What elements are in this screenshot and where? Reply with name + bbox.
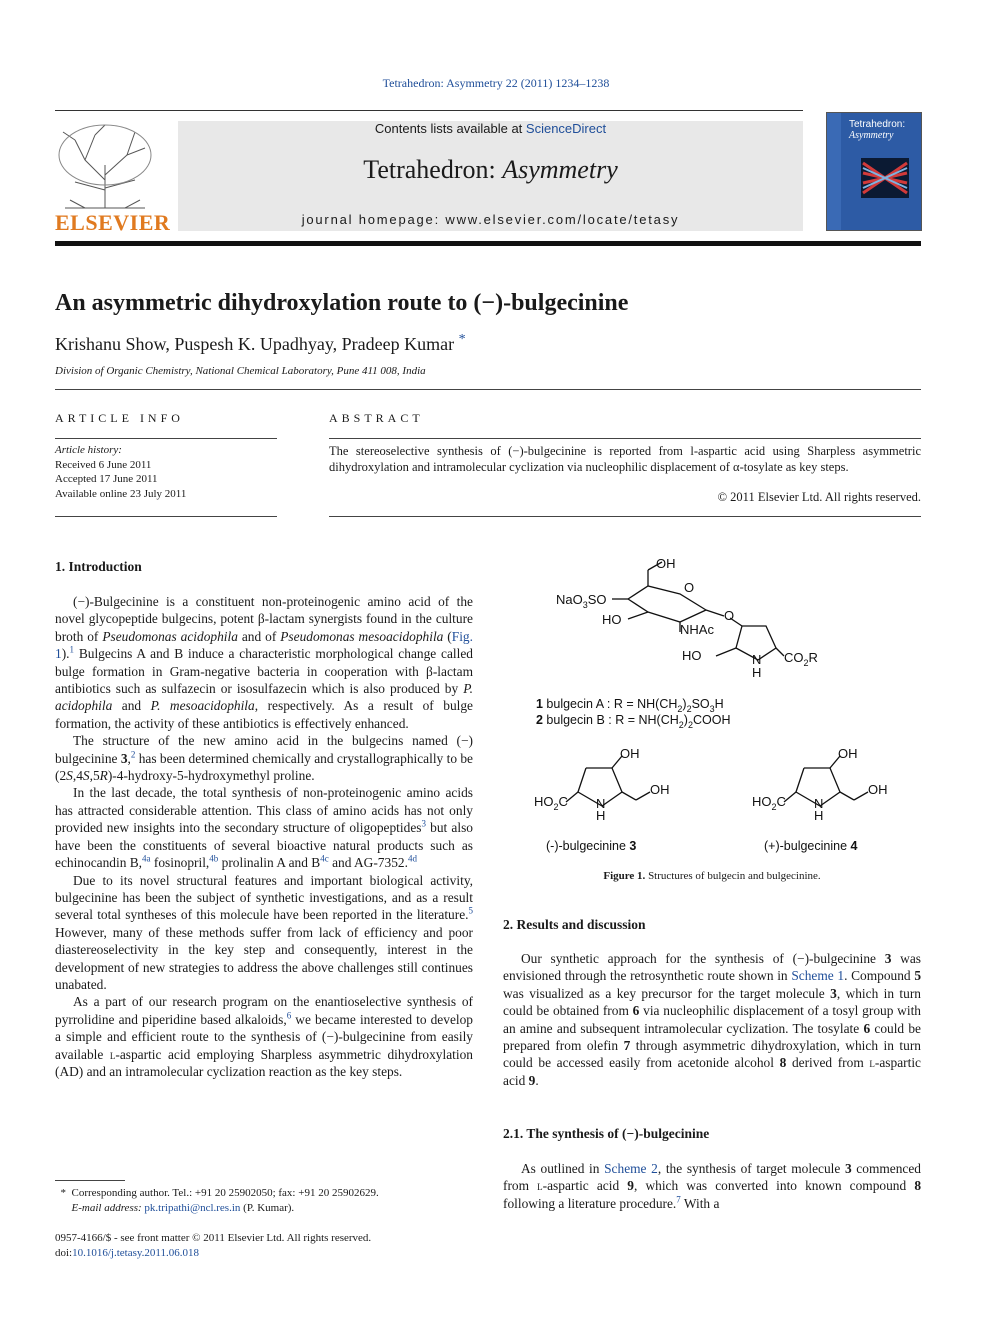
- section-heading-synthesis: 2.1. The synthesis of (−)-bulgecinine: [503, 1126, 710, 1141]
- issn-text: 0957-4166/$ - see front matter © 2011 Elsevier Ltd. All rights reserved.: [55, 1232, 372, 1244]
- atom-n-4: N: [814, 796, 824, 811]
- abstract-heading: ABSTRACT: [329, 411, 424, 425]
- corresponding-author-footnote: [55, 1186, 379, 1215]
- journal-title-italic: Asymmetry: [502, 155, 618, 184]
- abstract-copyright: © 2011 Elsevier Ltd. All rights reserved.: [717, 490, 921, 504]
- article-info-heading: ARTICLE INFO: [55, 411, 184, 425]
- doi-link[interactable]: 10.1016/j.tetasy.2011.06.018: [72, 1246, 200, 1259]
- email-suffix: (P. Kumar).: [240, 1201, 295, 1214]
- issn-block: [55, 1231, 371, 1260]
- introduction-body: [55, 593, 473, 1080]
- intro-paragraph-3: In the last decade, the total synthesis of non-proteinogenic amino acids has attracted considerable attention. This class of amino acids has not only provided new insights into the secondary structure of oligopeptides$^3$ but also have been the constituents of several bioactive natural products such as echinocandin B,$^{4a}$ fosinopril,$^{4b}$ prolinalin A and $B^{4c}$ and AG-7352.$^{4d}$: [55, 785, 473, 871]
- header-top-rule: [55, 110, 803, 111]
- accepted-date: Accepted 17 June 2011: [55, 473, 158, 485]
- article-info-bottom-rule: [55, 516, 277, 517]
- cover-spine: [827, 113, 841, 230]
- elsevier-tree-logo: [55, 120, 155, 210]
- contents-prefix: Contents lists available at: [374, 121, 526, 136]
- intro-paragraph-2: The structure of the new amino acid in the bulgecins named (−) bulgecinine 3,$^2$ has been determined chemically and crystallographically to be (2S,4S,5R)-4-hydroxy-5-hydroxymethyl proline.: [55, 733, 474, 784]
- atom-ho-bulgecin: HO: [682, 648, 702, 663]
- journal-citation[interactable]: Tetrahedron: Asymmetry 22 (2011) 1234–1238: [382, 76, 610, 90]
- synthesis-paragraph-1: As outlined in Scheme 2, the synthesis of target molecule 3 commenced from l-aspartic acid 9, which was converted into known compound 8 following a literature procedure.$^7$ With a: [503, 1161, 922, 1211]
- cover-graphic: [861, 158, 909, 198]
- atom-h-3: H: [596, 808, 606, 823]
- email-label: E-mail address:: [71, 1201, 145, 1214]
- synthesis-body: [503, 1160, 921, 1212]
- label-bulgecinine-3: (-)-bulgecinine 3: [546, 839, 637, 853]
- atom-ho2c-4: $HO_2C$: [752, 794, 786, 812]
- cover-title-main: Tetrahedron:: [849, 119, 906, 130]
- legend-bulgecin-a: 1 bulgecin A : $R = NH(CH_2)_2SO_3H$: [536, 697, 724, 714]
- author-list: [55, 332, 466, 355]
- atom-oh-3-ring: OH: [620, 746, 640, 761]
- abstract-rule: [329, 438, 921, 439]
- history-label: Article history:: [55, 444, 122, 456]
- footnote-text: Corresponding author. Tel.: +91 20 25902050; fax: +91 20 25902629.: [71, 1187, 379, 1199]
- title-separator: [55, 389, 921, 390]
- atom-ring-o: O: [684, 580, 695, 595]
- label-bulgecinine-4: (+)-bulgecinine 4: [764, 839, 858, 853]
- atom-n-bulgecin: N: [752, 652, 762, 667]
- atom-n-3: N: [596, 796, 606, 811]
- intro-paragraph-4: Due to its novel structural features and important biological activity, bulgecinine has been the subject of synthetic investigations, and as a result several total syntheses of this molecule have been reported in the literature.$^5$ However, many of these methods suffer from lack of efficiency and poor diastereoselectivity in the key step and consequently, interest in the development of new strategies to address the above challenges still continues unabated.: [55, 872, 473, 992]
- atom-ho-sugar: HO: [602, 612, 622, 627]
- footnote-mark: *: [60, 1187, 66, 1199]
- atom-oh-4-chain: OH: [868, 782, 888, 797]
- figure-caption-label: Figure 1.: [603, 870, 646, 882]
- section-heading-results: 2. Results and discussion: [503, 917, 646, 932]
- sciencedirect-link[interactable]: ScienceDirect: [525, 121, 607, 136]
- atom-oh-3-chain: OH: [650, 782, 670, 797]
- section-heading-introduction: 1. Introduction: [55, 559, 142, 574]
- email-link[interactable]: pk.tripathi@ncl.res.in: [144, 1201, 241, 1214]
- atom-h-bulgecin: H: [752, 665, 762, 680]
- cover-title: [849, 119, 919, 141]
- figure-1-caption: [503, 870, 921, 882]
- journal-title-main: Tetrahedron:: [363, 155, 503, 184]
- cover-title-sub: Asymmetry: [849, 130, 894, 141]
- bulgecinine-3-ring: [566, 756, 650, 806]
- authors-text: Krishanu Show, Puspesh K. Upadhyay, Pradeep Kumar: [55, 334, 455, 354]
- journal-cover-image: [826, 112, 922, 231]
- results-paragraph-1: Our synthetic approach for the synthesis of (−)-bulgecinine 3 was envisioned through the retrosynthetic route shown in Scheme 1. Compound 5 was visualized as a key precursor for the target molecule 3, which in turn could be obtained from 6 via nucleophilic displacement of a tosyl group with an amine and subsequent intramolecular cyclization. The tosylate 6 could be prepared from olefin 7 through asymmetric dihydroxylation, which in turn could be accessed easily from acetonide alcohol 8 derived from l-aspartic acid 9.: [503, 951, 922, 1088]
- atom-naso3so: NaO$_3$SO: [556, 592, 607, 610]
- figure-caption-text: Structures of bulgecin and bulgecinine.: [648, 870, 821, 882]
- abstract-bottom-rule: [329, 516, 921, 517]
- legend-bulgecin-b: 2 bulgecin B : $R = NH(CH_2)_2COOH$: [536, 713, 731, 730]
- article-history: [55, 443, 186, 501]
- article-info-rule: [55, 438, 277, 439]
- footnote-rule: [55, 1180, 125, 1181]
- results-body: [503, 950, 921, 1089]
- figure-1-structures: [520, 552, 920, 862]
- doi-prefix: doi:: [55, 1246, 73, 1259]
- atom-h-4: H: [814, 808, 824, 823]
- corresponding-author-mark[interactable]: *: [458, 332, 466, 347]
- intro-paragraph-1: (−)-Bulgecinine is a constituent non-proteinogenic amino acid of the novel glycopeptide bulgecins, potent β-lactam synergists found in the culture broth of Pseudomonas acidophila and of Pseudomonas mesoacidophila (Fig. 1).$^1$ Bulgecins A and B induce a characteristic morphological change called bulge formation in Gram-negative bacteria in cooperation with β-lactam antibiotics such as sulfazecin or isosulfazecin which is also produced by P. acidophila and P. mesoacidophila, respectively. As a result of bulge formation, the activity of these antibiotics is effectively enhanced.: [55, 594, 474, 731]
- header-thick-rule: [55, 241, 921, 246]
- atom-oh-4-ring: OH: [838, 746, 858, 761]
- abstract-text: The stereoselective synthesis of (−)-bulgecinine is reported from l-aspartic acid using Sharpless asymmetric dihydroxylation and intramolecular cyclization via nucleophilic displacement of α-tosylate as key steps.: [329, 444, 921, 475]
- journal-title: [178, 155, 803, 185]
- contents-line: [178, 121, 803, 136]
- online-date: Available online 23 July 2011: [55, 487, 187, 500]
- atom-co2r: $CO_2R$: [784, 650, 818, 668]
- bulgecin-pyrrolidine-ring: [716, 618, 784, 660]
- atom-oh-top: OH: [656, 556, 676, 571]
- bulgecinine-4-ring: [784, 756, 868, 806]
- intro-paragraph-5: As a part of our research program on the enantioselective synthesis of pyrrolidine and piperidine based alkaloids,$^6$ we became interested to develop a simple and efficient route to the synthesis of (−)-bulgecinine from easily available l-aspartic acid employing Sharpless asymmetric dihydroxylation (AD) and an intramolecular cyclization reaction as the key steps.: [55, 994, 474, 1079]
- elsevier-wordmark: ELSEVIER: [55, 210, 171, 235]
- atom-ho2c-3: $HO_2C$: [534, 794, 568, 812]
- atom-glycosidic-o: O: [724, 608, 735, 623]
- journal-homepage[interactable]: journal homepage: www.elsevier.com/locate/tetasy: [301, 212, 680, 227]
- affiliation: Division of Organic Chemistry, National Chemical Laboratory, Pune 411 008, India: [55, 365, 426, 377]
- received-date: Received 6 June 2011: [55, 458, 152, 471]
- atom-nhac: NHAc: [680, 622, 714, 637]
- article-title: An asymmetric dihydroxylation route to (−)-bulgecinine: [55, 290, 629, 316]
